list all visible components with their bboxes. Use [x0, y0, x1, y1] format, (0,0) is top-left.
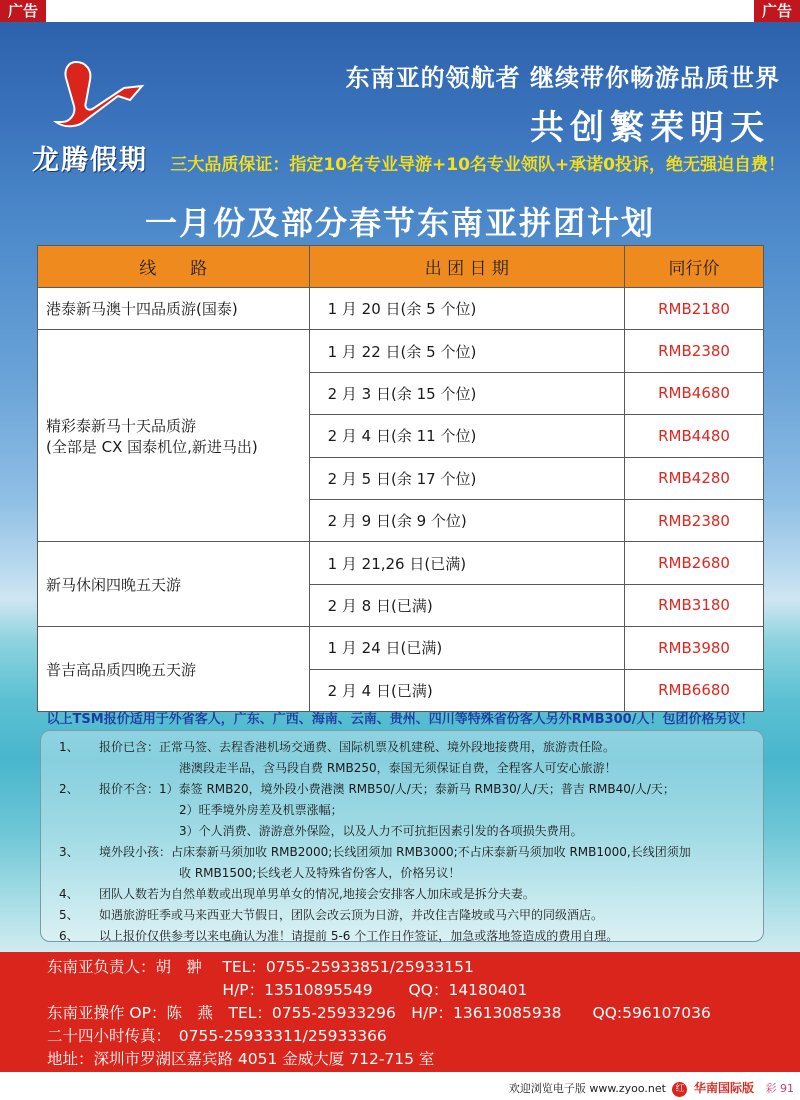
- note-number: 6、: [59, 929, 79, 943]
- price-cell: RMB6680: [625, 669, 764, 711]
- note-number: 3、: [59, 845, 79, 859]
- route-name: 精彩泰新马十天品质游: [46, 416, 197, 435]
- note-item: [59, 884, 753, 905]
- price-cell: RMB2380: [625, 330, 764, 372]
- date-cell: 1 月 21,26 日(已满): [309, 542, 625, 584]
- table-row: [38, 288, 764, 330]
- header-date: 出 团 日 期: [309, 246, 625, 288]
- ad-tag-left: 广告: [0, 0, 46, 22]
- header-route: 线 路: [38, 246, 310, 288]
- price-cell: RMB3180: [625, 584, 764, 626]
- contact-panel: [0, 952, 800, 1072]
- note-text: 团队人数若为自然单数或出现单男单女的情况,地接会安排客人加床或是拆分夫妻。: [99, 887, 535, 901]
- page-footer: [0, 1072, 800, 1100]
- date-cell: 2 月 5 日(余 17 个位): [309, 457, 625, 499]
- price-cell: RMB3980: [625, 627, 764, 669]
- note-number: 2、: [59, 782, 79, 796]
- header-price: 同行价: [625, 246, 764, 288]
- price-cell: RMB4480: [625, 415, 764, 457]
- table-header-row: [38, 246, 764, 288]
- tsm-pricing-note: 以上TSM报价适用于外省客人，广东、广西、海南、云南、贵州、四川等特殊省份客人另外RMB300/人！包团价格另议！: [46, 712, 754, 727]
- note-number: 5、: [59, 908, 79, 922]
- note-continuation: 3）个人消费、游游意外保险，以及人力不可抗拒因素引发的各项损失费用。: [179, 824, 583, 838]
- slogan-line-1: 东南亚的领航者 继续带你畅游品质世界: [345, 64, 780, 92]
- contact-operator: 东南亚操作 OP：陈 燕 TEL：0755-25933296 H/P：13613085938 QQ:596107036: [47, 1004, 711, 1022]
- table-row: [38, 542, 764, 584]
- logo-mark-icon: [38, 56, 148, 136]
- date-cell: 2 月 4 日(已满): [309, 669, 625, 711]
- route-cell: 港泰新马澳十四品质游(国泰): [38, 288, 310, 330]
- slogan-line-2: 共创繁荣明天: [530, 108, 770, 148]
- route-cell: 新马休闲四晚五天游: [38, 542, 310, 627]
- logo-text: 龙腾假期: [32, 145, 148, 176]
- note-continuation: 收 RMB1500;长线老人及特殊省份客人，价格另议！: [179, 866, 461, 880]
- contact-manager: 东南亚负责人：胡 翀 TEL：0755-25933851/25933151: [47, 958, 474, 976]
- quality-guarantee: 三大品质保证：指定10名专业导游+10名专业领队+承诺0投诉，绝无强迫自费！: [170, 155, 785, 175]
- note-item: [59, 905, 753, 926]
- date-cell: 2 月 8 日(已满): [309, 584, 625, 626]
- table-row: [38, 627, 764, 669]
- note-continuation: 港澳段走半品，含马段自费 RMB250，泰国无须保证自费，全程客人可安心旅游！: [179, 761, 617, 775]
- company-logo: [20, 50, 160, 180]
- contact-manager-mobile: H/P：13510895549 QQ：14180401: [47, 981, 528, 999]
- note-text: 如遇旅游旺季或马来西亚大节假日，团队会改云顶为日游，并改住吉隆坡或马六甲的同级酒店。: [99, 908, 604, 922]
- date-cell: 1 月 22 日(余 5 个位): [309, 330, 625, 372]
- price-cell: RMB2680: [625, 542, 764, 584]
- date-cell: 1 月 20 日(余 5 个位): [309, 288, 625, 330]
- footer-brand: 华南国际版: [693, 1081, 754, 1095]
- ad-tag-right: 广告: [754, 0, 800, 22]
- contact-fax: 二十四小时传真： 0755-25933311/25933366: [47, 1027, 387, 1045]
- note-continuation: 2）旺季境外房差及机票涨幅；: [179, 803, 343, 817]
- note-item: [59, 842, 753, 863]
- date-cell: 2 月 9 日(余 9 个位): [309, 499, 625, 541]
- price-cell: RMB2380: [625, 499, 764, 541]
- route-note: (全部是 CX 国泰机位,新进马出): [46, 437, 258, 456]
- note-number: 1、: [59, 740, 79, 754]
- page-number: 彩 91: [765, 1082, 794, 1095]
- footer-welcome: 欢迎浏览电子版: [508, 1082, 586, 1095]
- note-text: 境外段小孩：占床泰新马须加收 RMB2000;长线团须加 RMB3000;不占床泰新马须加收 RMB1000,长线团须加: [99, 845, 691, 859]
- route-cell: [38, 330, 310, 542]
- footer-content: [509, 1079, 794, 1097]
- date-cell: 2 月 4 日(余 11 个位): [309, 415, 625, 457]
- date-cell: 1 月 24 日(已满): [309, 627, 625, 669]
- note-number: 4、: [59, 887, 79, 901]
- page-title: 一月份及部分春节东南亚拼团计划: [144, 204, 655, 242]
- date-cell: 2 月 3 日(余 15 个位): [309, 372, 625, 414]
- contact-address: 地址：深圳市罗湖区嘉宾路 4051 金威大厦 712-715 室: [47, 1050, 435, 1068]
- hong-badge-icon: 红: [672, 1082, 687, 1097]
- note-item: [59, 926, 753, 947]
- table-row: [38, 330, 764, 372]
- note-item: [59, 779, 753, 800]
- route-cell: 普吉高品质四晚五天游: [38, 627, 310, 712]
- footer-url[interactable]: www.zyoo.net: [589, 1082, 666, 1095]
- price-cell: RMB2180: [625, 288, 764, 330]
- terms-box: [40, 730, 764, 942]
- note-text: 报价已含：正常马签、去程香港机场交通费、国际机票及机建税、境外段地接费用，旅游责任险。: [99, 740, 616, 754]
- price-cell: RMB4280: [625, 457, 764, 499]
- note-item: [59, 737, 753, 758]
- price-cell: RMB4680: [625, 372, 764, 414]
- note-text: 报价不含：1）泰签 RMB20，境外段小费港澳 RMB50/人/天；泰新马 RMB30/人/天；普吉 RMB40/人/天；: [99, 782, 675, 796]
- top-bar: [0, 0, 800, 22]
- note-text: 以上报价仅供参考以来电确认为准！请提前 5-6 个工作日作签证，加急或落地签造成的费用自理。: [99, 929, 619, 943]
- tour-plan-table: [37, 245, 764, 712]
